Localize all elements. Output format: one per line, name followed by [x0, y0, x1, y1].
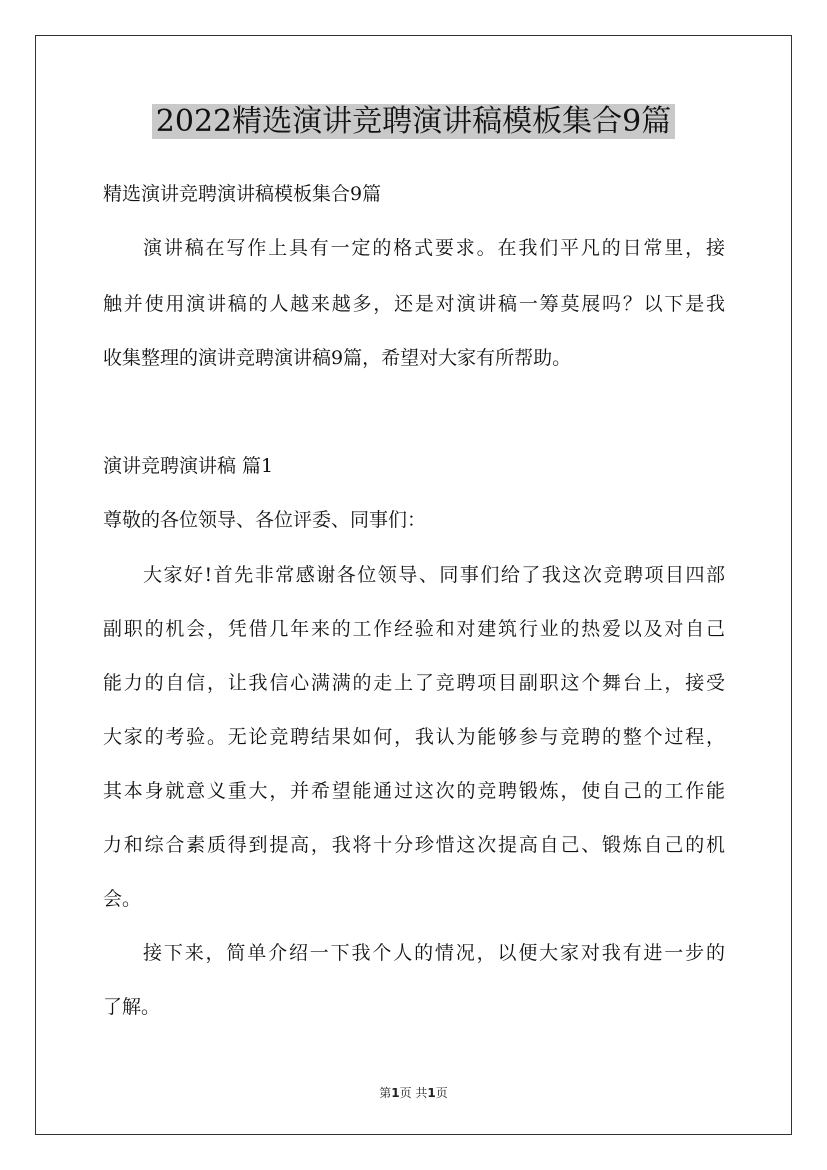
document-subtitle: 精选演讲竞聘演讲稿模板集合9篇 [103, 183, 382, 205]
body-line: 了解。 [103, 996, 161, 1018]
body-line: 其本身就意义重大，并希望能通过这次的竞聘锻炼，使自己的工作能 [103, 780, 725, 802]
page-footer [0, 1085, 827, 1101]
section-heading: 演讲竞聘演讲稿 篇1 [103, 455, 274, 477]
document-title [0, 100, 827, 144]
page-suffix: 页 [435, 1086, 448, 1100]
body-line: 大家的考验。无论竞聘结果如何，我认为能够参与竞聘的整个过程， [103, 726, 725, 748]
body-line: 能力的自信，让我信心满满的走上了竞聘项目副职这个舞台上，接受 [103, 672, 725, 694]
intro-line: 触并使用演讲稿的人越来越多，还是对演讲稿一筹莫展吗？以下是我 [103, 293, 725, 315]
salutation: 尊敬的各位领导、各位评委、同事们： [103, 509, 427, 531]
page-total: 1 [427, 1086, 436, 1100]
page-mid: 页 共 [399, 1086, 428, 1100]
intro-line: 演讲稿在写作上具有一定的格式要求。在我们平凡的日常里，接 [143, 237, 725, 259]
body-line: 大家好!首先非常感谢各位领导、同事们给了我这次竞聘项目四部 [143, 564, 725, 586]
intro-line: 收集整理的演讲竞聘演讲稿9篇，希望对大家有所帮助。 [103, 347, 572, 369]
page-prefix: 第 [379, 1086, 392, 1100]
page-current: 1 [391, 1086, 400, 1100]
body-line: 会。 [103, 888, 142, 910]
body-line: 副职的机会，凭借几年来的工作经验和对建筑行业的热爱以及对自己 [103, 618, 725, 640]
body-line: 力和综合素质得到提高，我将十分珍惜这次提高自己、锻炼自己的机 [103, 834, 725, 856]
document-title-text: 2022精选演讲竞聘演讲稿模板集合9篇 [152, 104, 675, 139]
body-line: 接下来，简单介绍一下我个人的情况，以便大家对我有进一步的 [143, 942, 725, 964]
